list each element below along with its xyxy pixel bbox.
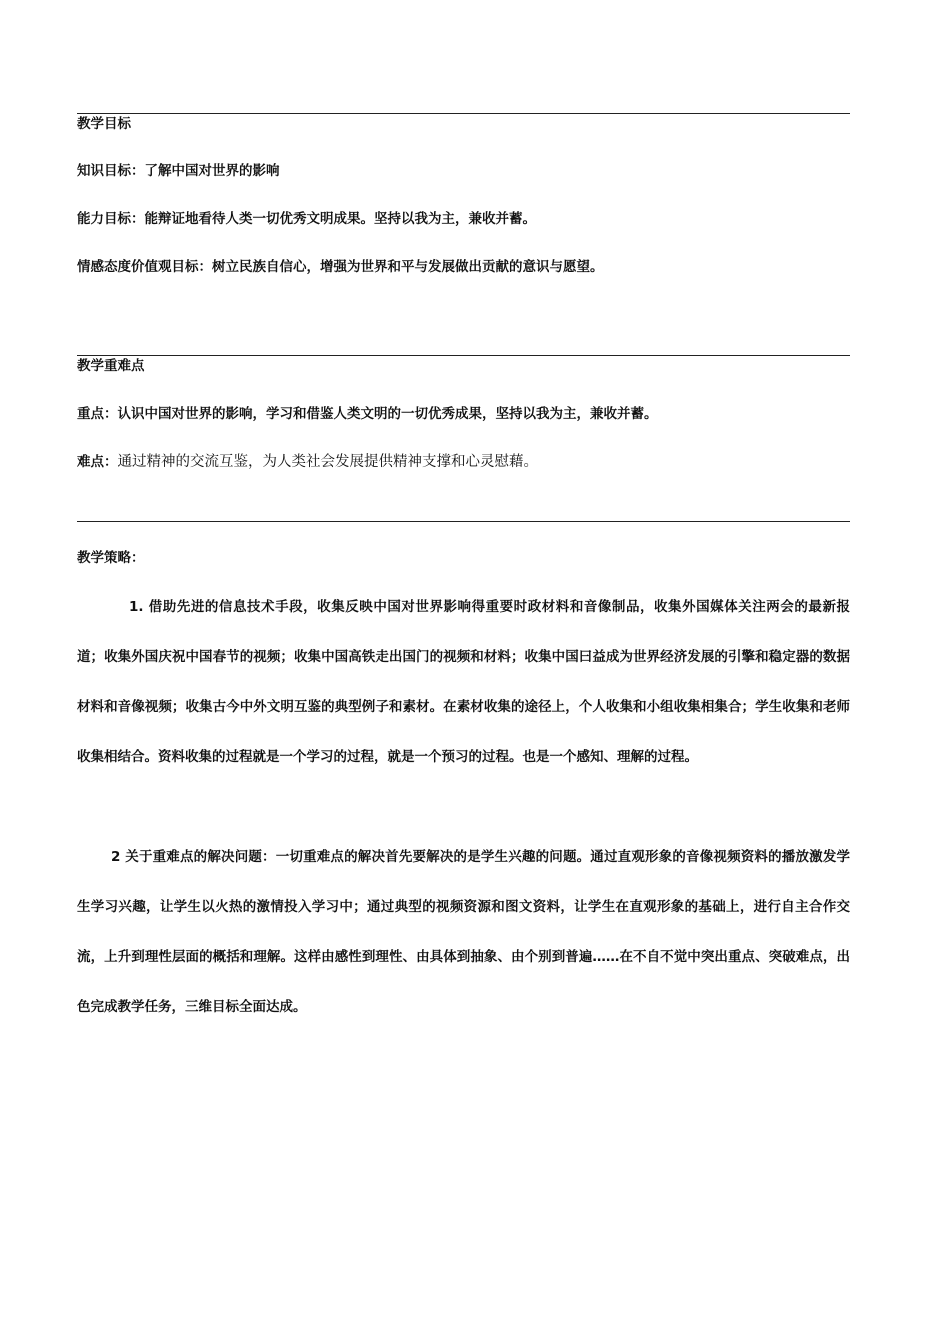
- difficult-point: [77, 453, 538, 471]
- difficult-point-label: 难点：: [77, 454, 118, 470]
- key-point-text: 认识中国对世界的影响，学习和借鉴人类文明的一切优秀成果，坚持以我为主，兼收并蓄。: [117, 406, 658, 422]
- strategy-paragraph-2: 2 关于重难点的解决问题：一切重难点的解决首先要解决的是学生兴趣的问题。通过直观形象的音像视频资料的播放激发学生学习兴趣，让学生以火热的激情投入学习中；通过典型的视频资源和图文资料，让学生在直观形象的基础上，进行自主合作交流，上升到理性层面的概括和理解。这样由感性到理性、由具体到抽象、由个别到普遍……在不自不觉中突出重点、突破难点，出色完成教学任务，三维目标全面达成。: [77, 849, 850, 1015]
- key-points-heading: 教学重难点: [77, 358, 145, 374]
- objectives-heading: 教学目标: [77, 116, 131, 132]
- ability-objective-label: 能力目标：: [77, 211, 145, 227]
- section-divider: [77, 521, 850, 522]
- knowledge-objective: [77, 162, 280, 180]
- difficult-point-text: 通过精神的交流互鉴，为人类社会发展提供精神支撑和心灵慰藉。: [117, 454, 538, 470]
- knowledge-objective-text: 了解中国对世界的影响: [144, 163, 280, 179]
- emotion-objective-label: 情感态度价值观目标：: [77, 259, 212, 275]
- section-divider: [77, 355, 850, 356]
- strategy-paragraph-1: 1. 借助先进的信息技术手段，收集反映中国对世界影响得重要时政材料和音像制品，收集外国媒体关注两会的最新报道；收集外国庆祝中国春节的视频；收集中国高铁走出国门的视频和材料；收集中国曰益成为世界经济发展的引擎和稳定器的数据材料和音像视频；收集古今中外文明互鉴的典型例子和素材。在素材收集的途径上，个人收集和小组收集相集合；学生收集和老师收集相结合。资料收集的过程就是一个学习的过程，就是一个预习的过程。也是一个感知、理解的过程。: [77, 599, 850, 765]
- knowledge-objective-label: 知识目标：: [77, 163, 145, 179]
- key-point-label: 重点：: [77, 406, 118, 422]
- emotion-objective: [77, 258, 604, 276]
- section-divider: [77, 113, 850, 114]
- strategy-heading: 教学策略：: [77, 550, 145, 566]
- ability-objective: [77, 210, 536, 228]
- key-point: [77, 405, 658, 423]
- emotion-objective-text: 树立民族自信心，增强为世界和平与发展做出贡献的意识与愿望。: [212, 259, 604, 275]
- ability-objective-text: 能辩证地看待人类一切优秀文明成果。坚持以我为主，兼收并蓄。: [144, 211, 536, 227]
